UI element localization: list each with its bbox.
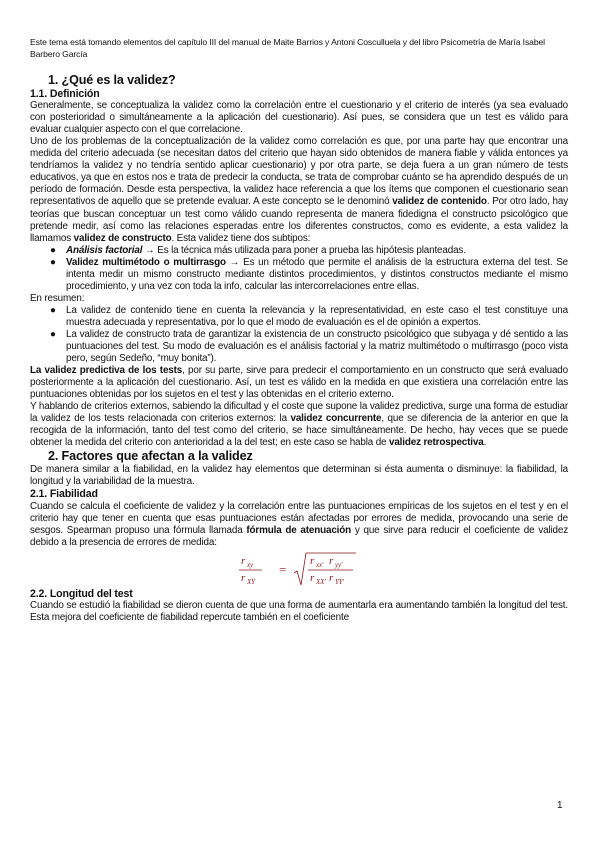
summary-label: En resumen: — [30, 292, 85, 304]
term-validez-retrospectiva: validez retrospectiva — [389, 437, 484, 449]
subsection-2-2-heading: 2.2. Longitud del test — [30, 587, 133, 600]
subtypes-list — [30, 245, 568, 293]
formula-rhs-den-2: r — [329, 571, 334, 584]
formula-rhs-num-2: r — [329, 554, 334, 567]
concurrent-validity-paragraph: Y hablando de criterios externos, sabiendo la dificultad y el coste que supone la validez predictiva, surge una forma de estudiar la validez de los tests relacionada con criterios externos: la validez concurrente, que se diferencia de la anterior en que la recogida de la información, tanto del test como del criterio, se hace simultáneamente. De hecho, hay veces que se puede obtener la medida del criterio con anterioridad a la del test; en este caso se habla de validez retrospectiva. — [30, 401, 568, 449]
formula-rhs-den-1: r — [310, 571, 315, 584]
list-item: ● Validez multimétodo o multirrasgo → Es un método que permite el análisis de la estructura externa del test. Se intenta medir un mismo constructo mediante distintos procedimientos, y distintos constructos mediante el mismo procedimiento, y una vez con toda la info, calcular las intercorrelaciones entre ellas. — [50, 256, 568, 292]
test-length-paragraph: Cuando se estudió la fiabilidad se dieron cuenta de que una forma de aumentarla era aumentando también la longitud del test. Esta mejora del coeficiente de fiabilidad repercute también en el coeficiente — [30, 600, 568, 624]
subsection-1-1-heading: 1.1. Definición — [30, 87, 100, 100]
term-validez-constructo: validez de constructo — [73, 232, 172, 244]
section-1-heading: 1. ¿Qué es la validez? — [48, 73, 176, 87]
formula-rhs-den-1-sub: XX' — [316, 577, 326, 586]
summary-list — [30, 305, 568, 365]
definition-paragraph-1: Generalmente, se conceptualiza la validez como la correlación entre el cuestionario y el criterio de interés (ya sea evaluado con posterioridad o simultáneamente a la aplicación del cuestionario). Así pues, se considera que un test es válido para evaluar cualquier aspecto con el que correlacione. — [30, 100, 568, 136]
factors-intro: De manera similar a la fiabilidad, en la validez hay elementos que determinan si ésta aumenta o disminuye: la fiabilidad, la longitud y la variabilidad de la muestra. — [30, 463, 568, 487]
formula-rhs-num-1-sub: xx' — [316, 560, 324, 569]
formula-rhs-num-2-sub: yy' — [335, 560, 343, 569]
formula-graphic — [234, 551, 364, 587]
list-item: ● Análisis factorial → Es la técnica más utilizada para poner a prueba las hipótesis planteadas. — [50, 244, 466, 256]
formula-lhs-num: r — [241, 554, 246, 567]
page-number: 1 — [557, 800, 563, 811]
formula-lhs-num-sub: xy — [247, 560, 253, 569]
header-note: Este tema está tomando elementos del capítulo III del manual de Maite Barrios y Antoni Cosculluela y del libro Psicometría de María Isabel Barbero García — [30, 37, 545, 59]
formula-equals: = — [279, 561, 287, 577]
definition-paragraph-2: Uno de los problemas de la conceptualización de la validez como correlación es que, por una parte hay que encontrar una medida del criterio adecuada (se necesitan datos del criterio que hayan sido obtenidos de manera fiable y válida entonces ya tendríamos la validez y no tendría sentido aplicar cuestionario) y por otra parte, se deja fuera a un gran número de tests educativos, ya que en estos nos e trata de predecir la conducta, se trata de comprobar cuánto se ha aprendido después de un período de formación. Desde esta perspectiva, la validez hace referencia a que los ítems que componen el cuestionario sean representativos de aquello que se pretende evaluar. A este concepto se le denominó validez de contenido. Por otro lado, hay teorías que buscan conceptuar un test como válido cuando representa de manera fidedigna el constructo psicológico que pretende medir, así como las relaciones esperadas entre los diferentes constructos, como es evidente, a esta validez la llamamos validez de constructo. Esta validez tiene dos subtipos: — [30, 136, 569, 244]
attenuation-formula — [30, 551, 568, 587]
term-validez-concurrente: validez concurrente — [290, 413, 382, 425]
predictive-validity-paragraph: La validez predictiva de los tests, por su parte, sirve para predecir el comportamiento en un constructo que será evaluado posteriormente a la aplicación del cuestionario. Así, un test es válido en la medida en que existiera una correlación entre las puntuaciones obtenidas por los sujetos en el test y las obtenidas en el criterio externo. — [30, 365, 568, 401]
subsection-2-1-heading: 2.1. Fiabilidad — [30, 488, 98, 501]
section-2-heading: 2. Factores que afectan a la validez — [48, 449, 253, 464]
term-validez-predictiva: La validez predictiva de los tests — [30, 365, 183, 377]
list-item: ● La validez de contenido tiene en cuenta la relevancia y la representatividad, en este caso el test constituye una muestra adecuada y representativa, por lo que el modo de evaluación es el de opinión a expertos. — [50, 304, 568, 328]
document-content — [30, 73, 568, 625]
list-item: ● La validez de constructo trata de garantizar la existencia de un constructo psicológico que subyaga y dé sentido a las puntuaciones del test. Su modo de evaluación es el análisis factorial y la matriz multimétodo o multirrasgo (poco vista pero, según Sedeño, “muy bonita”). — [50, 328, 568, 365]
reliability-paragraph: Cuando se calcula el coeficiente de validez y la correlación entre las puntuaciones empíricas de los sujetos en el test y en el criterio hay que tener en cuenta que esas puntuaciones están afectadas por errores de medida, provocando una serie de sesgos. Spearman propuso una fórmula llamada fórmula de atenuación y que sirve para reducir el coeficiente de validez debido a la presencia de errores de medida: — [30, 500, 569, 548]
term-formula-atenuacion: fórmula de atenuación — [246, 524, 352, 536]
formula-lhs-den-sub: XY — [247, 577, 255, 586]
formula-lhs-den: r — [241, 571, 246, 584]
formula-rhs-den-2-sub: YY' — [335, 577, 344, 586]
term-validez-contenido: validez de contenido — [392, 196, 487, 208]
formula-rhs-num-1: r — [310, 554, 315, 567]
